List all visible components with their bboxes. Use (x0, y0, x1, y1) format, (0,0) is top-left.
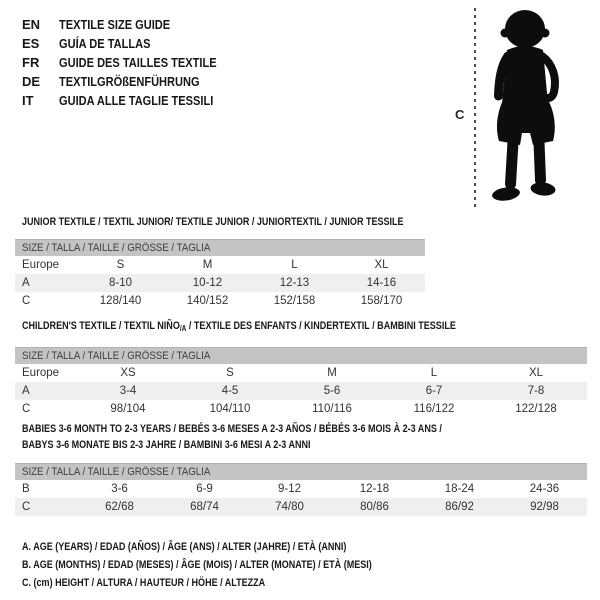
age-cell: 6-9 (196, 483, 213, 495)
junior-section-heading (22, 216, 487, 229)
babies-row-age (15, 480, 587, 498)
legend-text-c: C. (cm) HEIGHT / ALTURA / HAUTEUR / HÖHE / ALTEZZA (22, 577, 266, 589)
row-label: Europe (22, 259, 60, 271)
language-code: FR (22, 55, 40, 70)
junior-size-table (15, 239, 425, 310)
children-heading-text: CHILDREN'S TEXTILE / TEXTIL NIÑO/A / TEXTILE DES ENFANTS / KINDERTEXTIL / BAMBINI TESSILE (22, 320, 456, 333)
language-title: GUÍA DE TALLAS (59, 36, 151, 51)
height-cell: 158/170 (360, 295, 403, 307)
height-measure-line (474, 8, 476, 209)
age-cell: 4-5 (221, 385, 239, 397)
language-title: TEXTILGRÖßENFÜHRUNG (59, 74, 200, 89)
language-code: ES (22, 36, 40, 51)
age-cell: 14-16 (366, 277, 397, 289)
children-row-height (15, 400, 587, 418)
age-cell: 8-10 (108, 277, 133, 289)
language-code: IT (22, 93, 34, 108)
size-cell: XS (120, 367, 136, 379)
children-size-table (15, 347, 587, 418)
junior-row-age (15, 274, 425, 292)
row-label: A (22, 277, 30, 289)
row-label: C (22, 295, 31, 307)
legend-line-a (22, 541, 418, 554)
junior-row-height (15, 292, 425, 310)
height-cell: 128/140 (99, 295, 142, 307)
size-cell: L (291, 259, 298, 271)
children-heading-subscript: /A (179, 324, 187, 333)
junior-table-header-text: SIZE / TALLA / TAILLE / GRÖSSE / TAGLIA (22, 242, 211, 254)
row-label: C (22, 403, 31, 415)
age-cell: 10-12 (192, 277, 223, 289)
height-cell: 62/68 (105, 501, 134, 513)
height-cell: 68/74 (190, 501, 219, 513)
language-row-fr (22, 53, 244, 72)
height-cell: 98/104 (110, 403, 146, 415)
size-cell: M (202, 259, 213, 271)
age-cell: 9-12 (277, 483, 302, 495)
language-list (22, 15, 244, 110)
junior-row-europe (15, 256, 425, 274)
legend-text-a: A. AGE (YEARS) / EDAD (AÑOS) / ÂGE (ANS) / ALTER (JAHRE) / ETÀ (ANNI) (22, 541, 347, 553)
babies-table-header (15, 463, 587, 480)
language-row-it (22, 91, 244, 110)
legend-line-b (22, 559, 449, 572)
height-measure-label: C (455, 107, 465, 122)
height-cell: 140/152 (186, 295, 229, 307)
babies-section-heading-line2 (22, 439, 374, 452)
row-label: B (22, 483, 30, 495)
language-code: EN (22, 17, 41, 32)
babies-row-height (15, 498, 587, 516)
language-title: GUIDA ALLE TAGLIE TESSILI (59, 93, 214, 108)
height-cell: 92/98 (530, 501, 559, 513)
age-cell: 5-6 (323, 385, 341, 397)
language-row-de (22, 72, 244, 91)
row-label: A (22, 385, 30, 397)
age-cell: 24-36 (529, 483, 560, 495)
babies-table-header-text: SIZE / TALLA / TAILLE / GRÖSSE / TAGLIA (22, 466, 211, 478)
age-cell: 12-18 (359, 483, 390, 495)
size-cell: S (226, 367, 234, 379)
age-cell: 18-24 (444, 483, 475, 495)
height-cell: 110/116 (312, 403, 352, 415)
age-cell: 6-7 (425, 385, 443, 397)
language-row-en (22, 15, 244, 34)
junior-table-header (15, 239, 425, 256)
height-cell: 116/122 (413, 403, 455, 415)
row-label: Europe (22, 367, 60, 379)
children-table-header-text: SIZE / TALLA / TAILLE / GRÖSSE / TAGLIA (22, 350, 211, 362)
children-table-header (15, 347, 587, 364)
height-cell: 152/158 (273, 295, 316, 307)
children-row-age (15, 382, 587, 400)
height-cell: 86/92 (445, 501, 474, 513)
language-title: TEXTILE SIZE GUIDE (59, 17, 171, 32)
babies-section-heading-line1 (22, 423, 534, 436)
height-cell: 104/110 (209, 403, 251, 415)
language-code: DE (22, 74, 41, 89)
language-row-es (22, 34, 244, 53)
age-cell: 7-8 (527, 385, 545, 397)
children-row-europe (15, 364, 587, 382)
babies-heading-text-line1: BABIES 3-6 MONTH TO 2-3 YEARS / BEBÉS 3-6 MESES A 2-3 AÑOS / BÉBÉS 3-6 MOIS À 2-3 ANS / (22, 423, 442, 435)
junior-heading-text: JUNIOR TEXTILE / TEXTIL JUNIOR/ TEXTILE JUNIOR / JUNIORTEXTIL / JUNIOR TESSILE (22, 216, 404, 228)
size-cell: M (327, 367, 337, 379)
size-cell: S (116, 259, 125, 271)
height-cell: 122/128 (515, 403, 557, 415)
row-label: C (22, 501, 31, 513)
legend-text-b: B. AGE (MONTHS) / EDAD (MESES) / ÂGE (MOIS) / ALTER (MONATE) / ETÀ (MESI) (22, 559, 372, 571)
age-cell: 3-6 (111, 483, 128, 495)
height-cell: 74/80 (275, 501, 304, 513)
language-title: GUIDE DES TAILLES TEXTILE (59, 55, 217, 70)
baby-silhouette-icon (480, 8, 572, 208)
age-cell: 12-13 (279, 277, 310, 289)
legend-line-c (22, 577, 319, 590)
babies-heading-text-line2: BABYS 3-6 MONATE BIS 2-3 JAHRE / BAMBINI 3-6 MESI A 2-3 ANNI (22, 439, 311, 451)
height-cell: 80/86 (360, 501, 389, 513)
size-cell: XL (374, 259, 389, 271)
age-cell: 3-4 (119, 385, 137, 397)
children-section-heading (22, 320, 551, 335)
size-cell: L (430, 367, 438, 379)
size-cell: XL (528, 367, 544, 379)
babies-size-table (15, 463, 587, 516)
